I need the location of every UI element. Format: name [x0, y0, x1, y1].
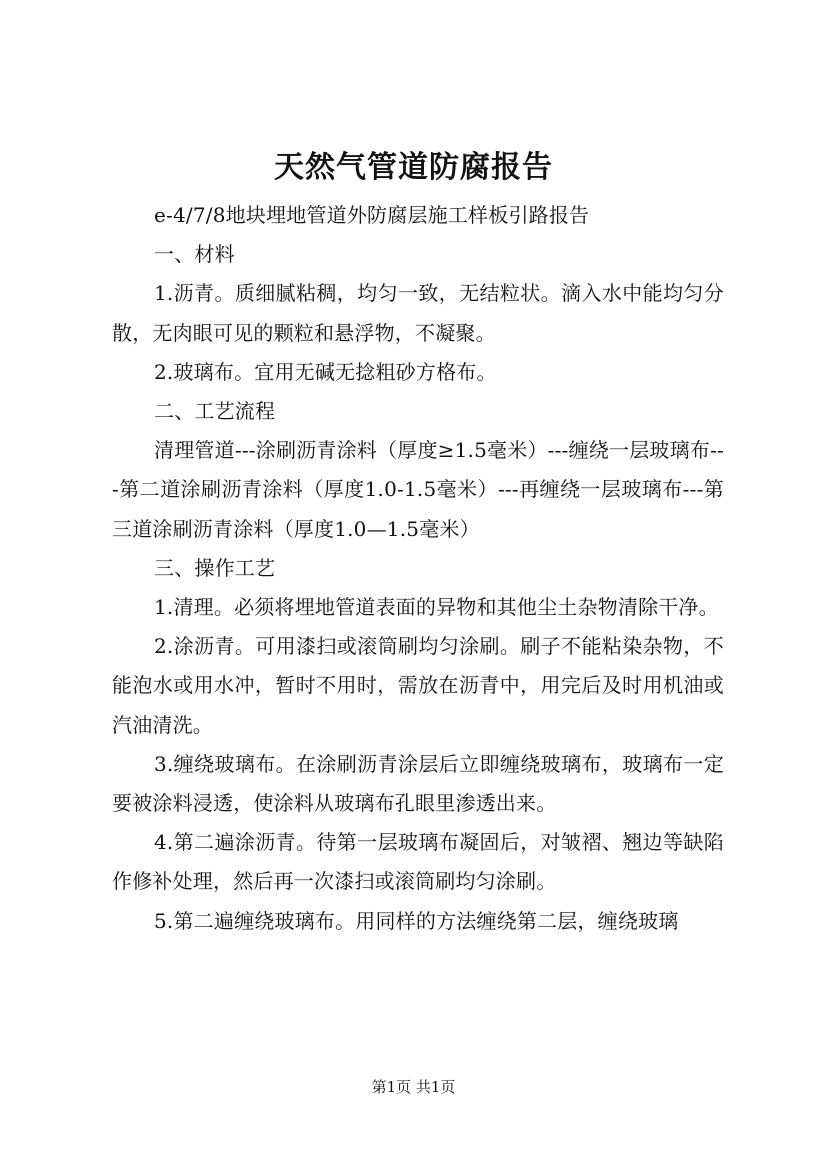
paragraph-process-flow: 清理管道---涂刷沥青涂料（厚度≥1.5毫米）---缠绕一层玻璃布---第二道涂刷沥青涂料（厚度1.0-1.5毫米）---再缠绕一层玻璃布---第三道涂刷沥青涂料（厚度1.0—1.5毫米）: [112, 438, 724, 541]
document-body: [112, 196, 724, 941]
section-heading-process: 二、工艺流程: [154, 399, 276, 424]
paragraph-step-clean: 1.清理。必须将埋地管道表面的异物和其他尘土杂物清除干净。: [154, 595, 719, 620]
subtitle-paragraph: e-4/7/8地块埋地管道外防腐层施工样板引路报告: [154, 203, 590, 227]
section-heading-materials: 一、材料: [154, 242, 235, 267]
paragraph-asphalt: 1.沥青。质细腻粘稠，均匀一致，无结粒状。滴入水中能均匀分散，无肉眼可见的颗粒和悬浮物，不凝聚。: [112, 281, 724, 345]
paragraph-step-wrap: 3.缠绕玻璃布。在涂刷沥青涂层后立即缠绕玻璃布，玻璃布一定要被涂料浸透，使涂料从玻璃布孔眼里渗透出来。: [112, 751, 724, 816]
paragraph-step-second-wrap: 5.第二遍缠绕玻璃布。用同样的方法缠绕第二层，缠绕玻璃: [154, 908, 679, 933]
section-heading-operation: 三、操作工艺: [154, 555, 276, 580]
paragraph-step-second-coat: 4.第二遍涂沥青。待第一层玻璃布凝固后，对皱褶、翘边等缺陷作修补处理，然后再一次漆扫或滚筒刷均匀涂刷。: [112, 830, 724, 894]
paragraph-glass-cloth: 2.玻璃布。宜用无碱无捻粗砂方格布。: [154, 359, 497, 384]
page-footer: 第1页 共1页: [371, 1078, 456, 1096]
document-title: 天然气管道防腐报告: [274, 150, 553, 185]
paragraph-step-coat: 2.涂沥青。可用漆扫或滚筒刷均匀涂刷。刷子不能粘染杂物，不能泡水或用水冲，暂时不用时，需放在沥青中，用完后及时用机油或汽油清洗。: [112, 634, 724, 737]
